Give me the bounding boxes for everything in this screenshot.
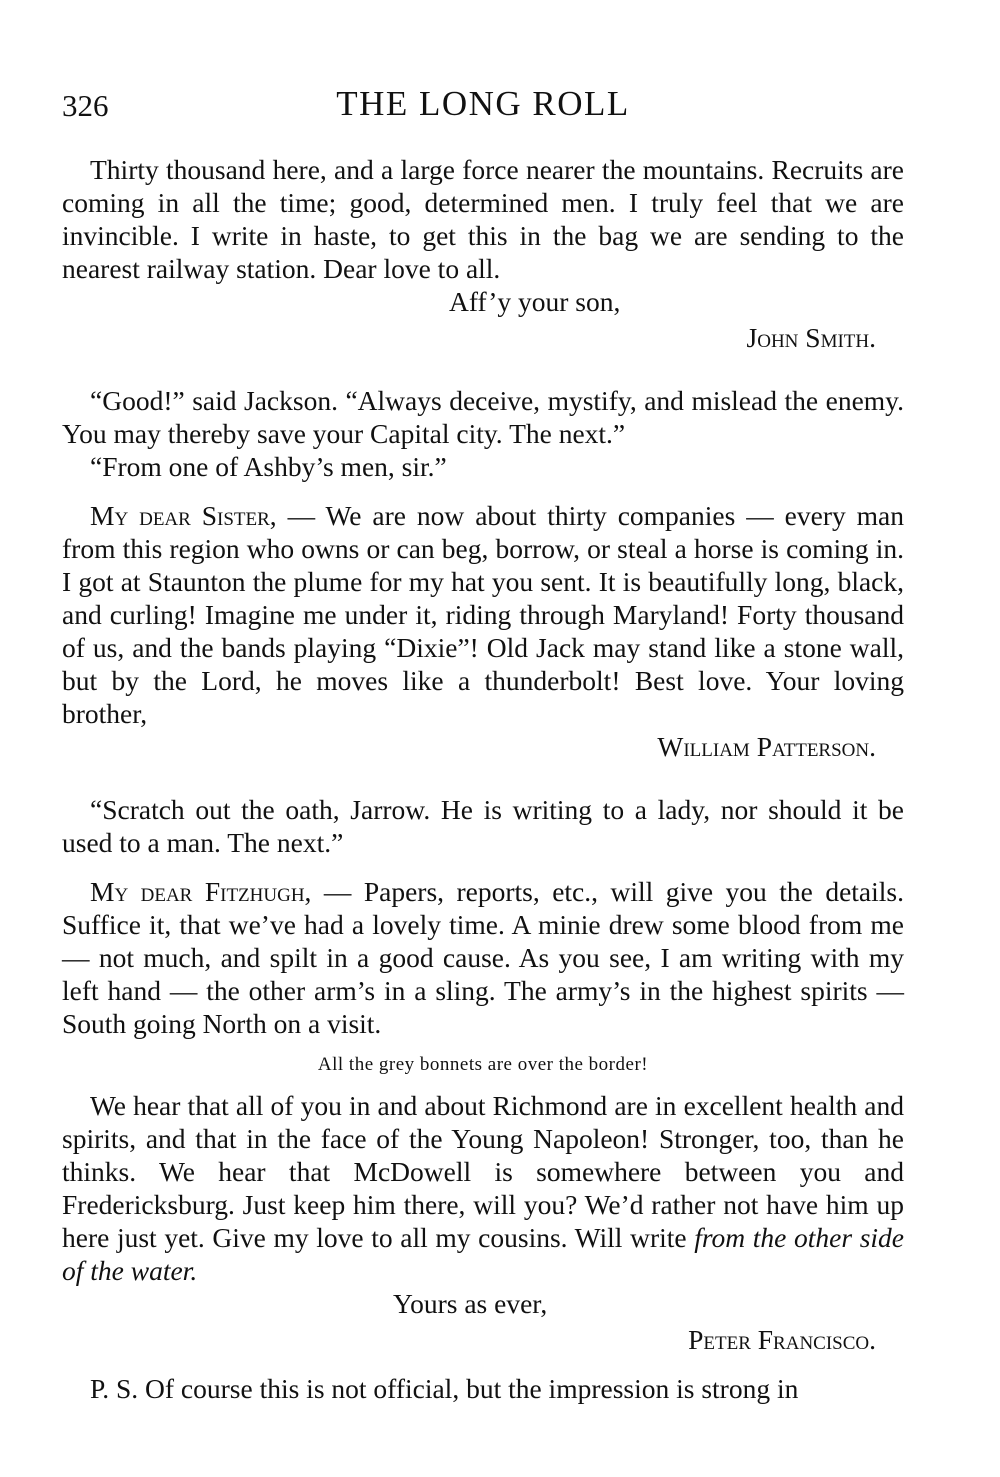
letter-francisco-text: — Papers, reports, etc., will give you the details. Suffice it, that we’ve had a lovely time. A minie drew some blood from me — not much, and spilt in a good cause. As you see, I am writing with my left hand — the other arm’s in a sling. The army’s in the highest spirits — South going North on a visit.: [62, 876, 904, 1039]
letter-francisco-body-2: [62, 1089, 904, 1287]
page-number: 326: [62, 88, 109, 123]
dialogue-ashby: “From one of Ashby’s men, sir.”: [90, 451, 447, 482]
letter-patterson-body: [62, 499, 904, 730]
letter-smith-closing: Aff’y your son,: [449, 286, 621, 317]
letter-smith-signature: John Smith.: [746, 322, 876, 353]
dialogue-jarrow: “Scratch out the oath, Jarrow. He is writing to a lady, nor should it be used to a man. The next.”: [62, 794, 904, 858]
running-title: THE LONG ROLL: [336, 84, 630, 123]
dialogue-jackson: “Good!” said Jackson. “Always deceive, mystify, and mislead the enemy. You may thereby save your Capital city. The next.”: [62, 385, 904, 449]
letter-francisco-text-2: We hear that all of you in and about Richmond are in excellent health and spirits, and that in the face of the Young Napoleon! Stronger, too, than he thinks. We hear that McDowell is somewhere between you and Fredericksburg. Just keep him there, will you? We’d rather not have him up here just yet. Give my love to all my cousins. Will write: [62, 1090, 904, 1253]
letter-francisco-closing: Yours as ever,: [393, 1288, 548, 1319]
letter-francisco-salutation: My dear Fitzhugh,: [90, 876, 312, 907]
page-body: [62, 153, 904, 1405]
page-header: [62, 84, 904, 128]
letter-patterson-signature: William Patterson.: [657, 731, 876, 762]
letter-francisco-postscript: P. S. Of course this is not official, but the impression is strong in: [90, 1373, 799, 1404]
letter-patterson-text: — We are now about thirty companies — every man from this region who owns or can beg, borrow, or steal a horse is coming in. I got at Staunton the plume for my hat you sent. It is beautifully long, black, and curling! Imagine me under it, riding through Maryland! Forty thousand of us, and the bands playing “Dixie”! Old Jack may stand like a stone wall, but by the Lord, he moves like a thunderbolt! Best love. Your loving brother,: [62, 500, 904, 729]
letter-patterson-salutation: My dear Sister,: [90, 500, 277, 531]
letter-francisco-signature: Peter Francisco.: [688, 1324, 876, 1355]
letter-smith-body: Thirty thousand here, and a large force nearer the mountains. Recruits are coming in all the time; good, determined men. I truly feel that we are invincible. I write in haste, to get this in the bag we are sending to the nearest railway station. Dear love to all.: [62, 154, 904, 284]
letter-francisco-quote: All the grey bonnets are over the border!: [317, 1054, 649, 1075]
letter-francisco-body: [62, 875, 904, 1040]
letter-francisco-italic: from the other side of the water.: [62, 1222, 904, 1286]
